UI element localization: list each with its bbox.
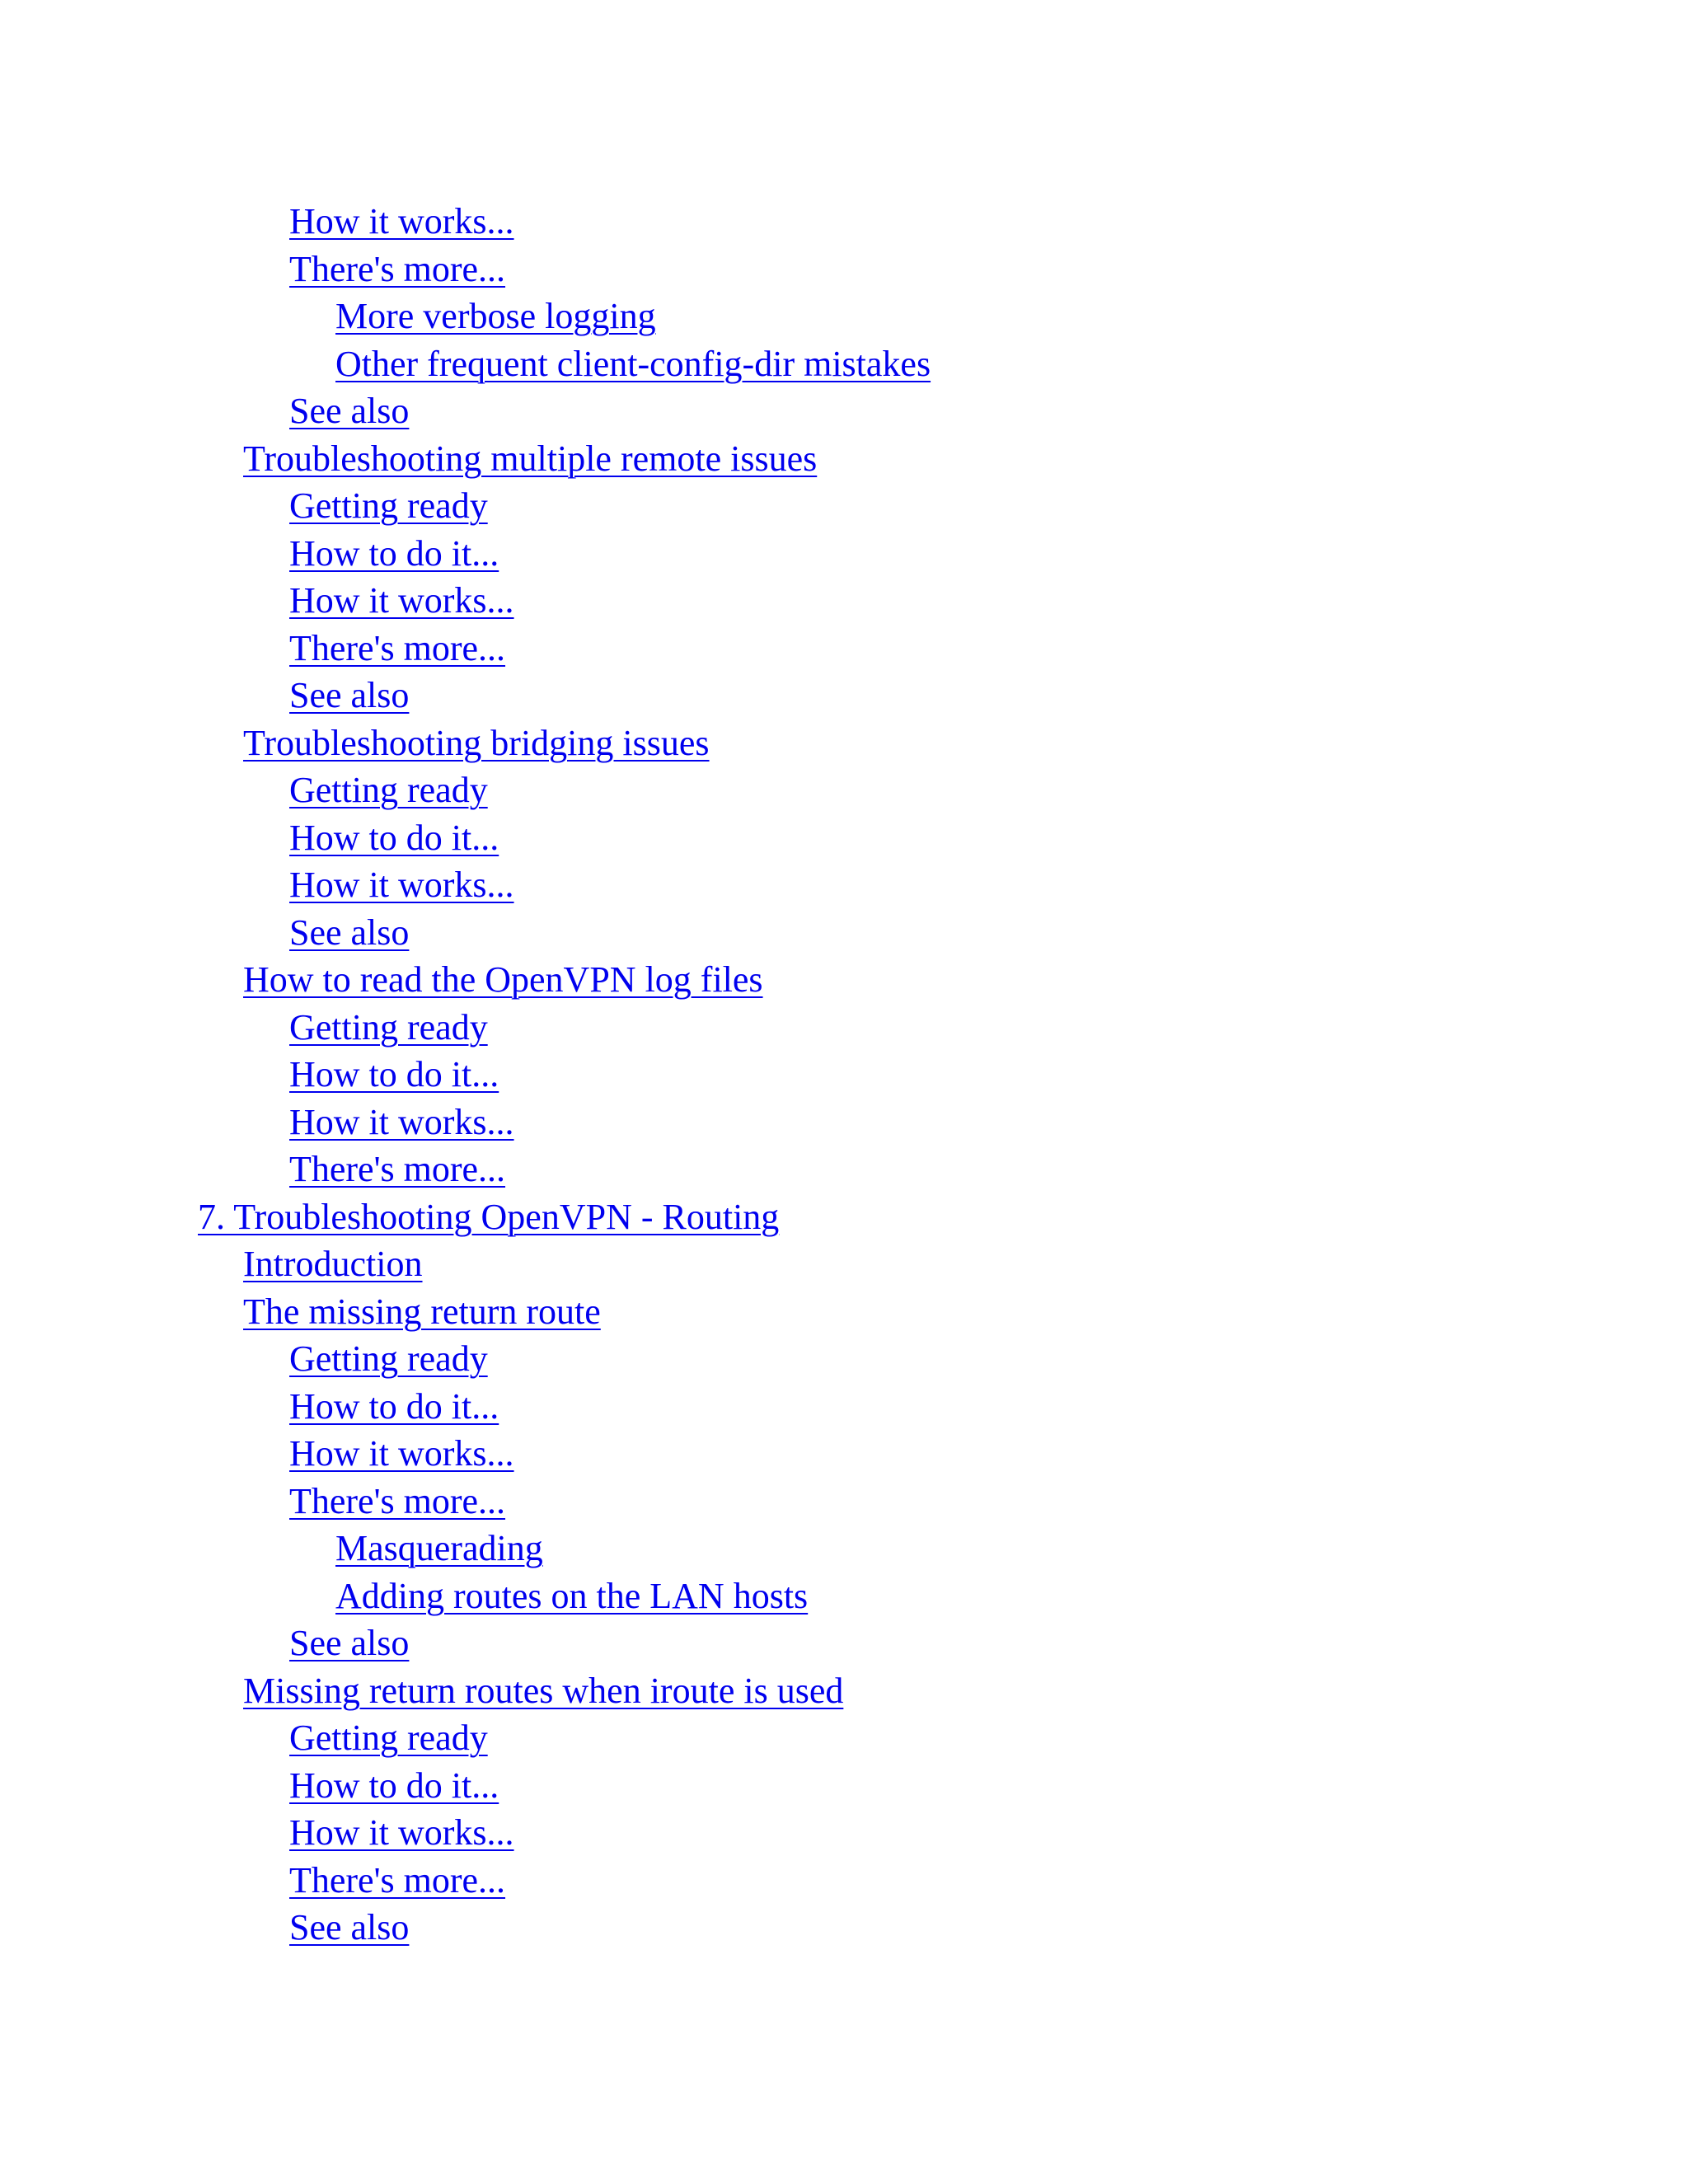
toc-entry [0, 625, 1688, 673]
toc-entry [0, 1146, 1688, 1193]
toc-entry [0, 1619, 1688, 1667]
toc-link[interactable]: See also [289, 675, 410, 715]
toc-entry [0, 1714, 1688, 1762]
toc-entry [0, 1809, 1688, 1857]
toc-entry [0, 1383, 1688, 1431]
toc-link[interactable]: Getting ready [289, 1338, 488, 1379]
toc-entry [0, 1667, 1688, 1715]
toc-link[interactable]: How it works... [289, 865, 514, 905]
toc-link[interactable]: How to do it... [289, 1765, 499, 1806]
toc-link[interactable]: Getting ready [289, 770, 488, 810]
toc-entry [0, 293, 1688, 340]
toc-entry [0, 766, 1688, 814]
toc-link[interactable]: How it works... [289, 1101, 514, 1142]
toc-link[interactable]: How to do it... [289, 1054, 499, 1094]
toc-link[interactable]: See also [289, 391, 410, 431]
toc-entry [0, 956, 1688, 1004]
toc-entry [0, 198, 1688, 246]
toc-entry [0, 1240, 1688, 1288]
toc-entry [0, 577, 1688, 625]
toc-link[interactable]: How to do it... [289, 817, 499, 858]
toc-entry [0, 1193, 1688, 1241]
toc-link[interactable]: Getting ready [289, 1006, 488, 1047]
toc-entry [0, 1857, 1688, 1905]
toc-entry [0, 340, 1688, 388]
toc-entry [0, 672, 1688, 719]
toc-link[interactable]: There's more... [289, 1480, 506, 1521]
toc-link[interactable]: Troubleshooting bridging issues [243, 722, 710, 763]
toc-entry [0, 1572, 1688, 1620]
toc-link[interactable]: How to do it... [289, 1385, 499, 1427]
toc-link[interactable]: Getting ready [289, 1718, 488, 1758]
toc-link[interactable]: There's more... [289, 627, 506, 668]
toc-entry [0, 246, 1688, 293]
toc-link[interactable]: There's more... [289, 248, 506, 289]
toc-link[interactable]: How it works... [289, 1812, 514, 1853]
toc-link[interactable]: There's more... [289, 1859, 506, 1900]
toc-link[interactable]: See also [289, 912, 410, 953]
toc-entry [0, 1288, 1688, 1336]
table-of-contents [0, 198, 1688, 1952]
toc-entry [0, 1525, 1688, 1572]
toc-entry [0, 435, 1688, 483]
toc-link[interactable]: More verbose logging [335, 296, 656, 336]
toc-entry [0, 1099, 1688, 1146]
toc-link[interactable]: How to do it... [289, 532, 499, 574]
toc-entry [0, 1004, 1688, 1052]
toc-link[interactable]: Troubleshooting multiple remote issues [243, 438, 818, 479]
toc-entry [0, 1762, 1688, 1810]
toc-entry [0, 482, 1688, 530]
toc-entry [0, 719, 1688, 767]
toc-link[interactable]: The missing return route [243, 1291, 601, 1332]
toc-link[interactable]: Adding routes on the LAN hosts [335, 1575, 809, 1616]
toc-entry [0, 1335, 1688, 1383]
toc-entry [0, 1904, 1688, 1952]
toc-entry [0, 861, 1688, 909]
toc-link[interactable]: How it works... [289, 1433, 514, 1474]
toc-entry [0, 1430, 1688, 1478]
toc-entry [0, 909, 1688, 957]
toc-entry [0, 1478, 1688, 1526]
toc-entry [0, 814, 1688, 862]
toc-link[interactable]: See also [289, 1623, 410, 1663]
toc-link[interactable]: Missing return routes when iroute is used [243, 1670, 844, 1711]
toc-link[interactable]: How to read the OpenVPN log files [243, 959, 763, 1000]
toc-link[interactable]: Masquerading [335, 1528, 543, 1568]
toc-entry [0, 1051, 1688, 1099]
toc-link[interactable]: There's more... [289, 1149, 506, 1189]
toc-link[interactable]: Getting ready [289, 485, 488, 526]
toc-link[interactable]: Introduction [243, 1244, 423, 1284]
toc-entry [0, 387, 1688, 435]
toc-link[interactable]: 7. Troubleshooting OpenVPN - Routing [198, 1196, 780, 1237]
toc-entry [0, 530, 1688, 578]
toc-link[interactable]: Other frequent client-config-dir mistakes [335, 343, 931, 384]
toc-link[interactable]: How it works... [289, 201, 514, 241]
toc-link[interactable]: How it works... [289, 580, 514, 621]
toc-link[interactable]: See also [289, 1907, 410, 1947]
